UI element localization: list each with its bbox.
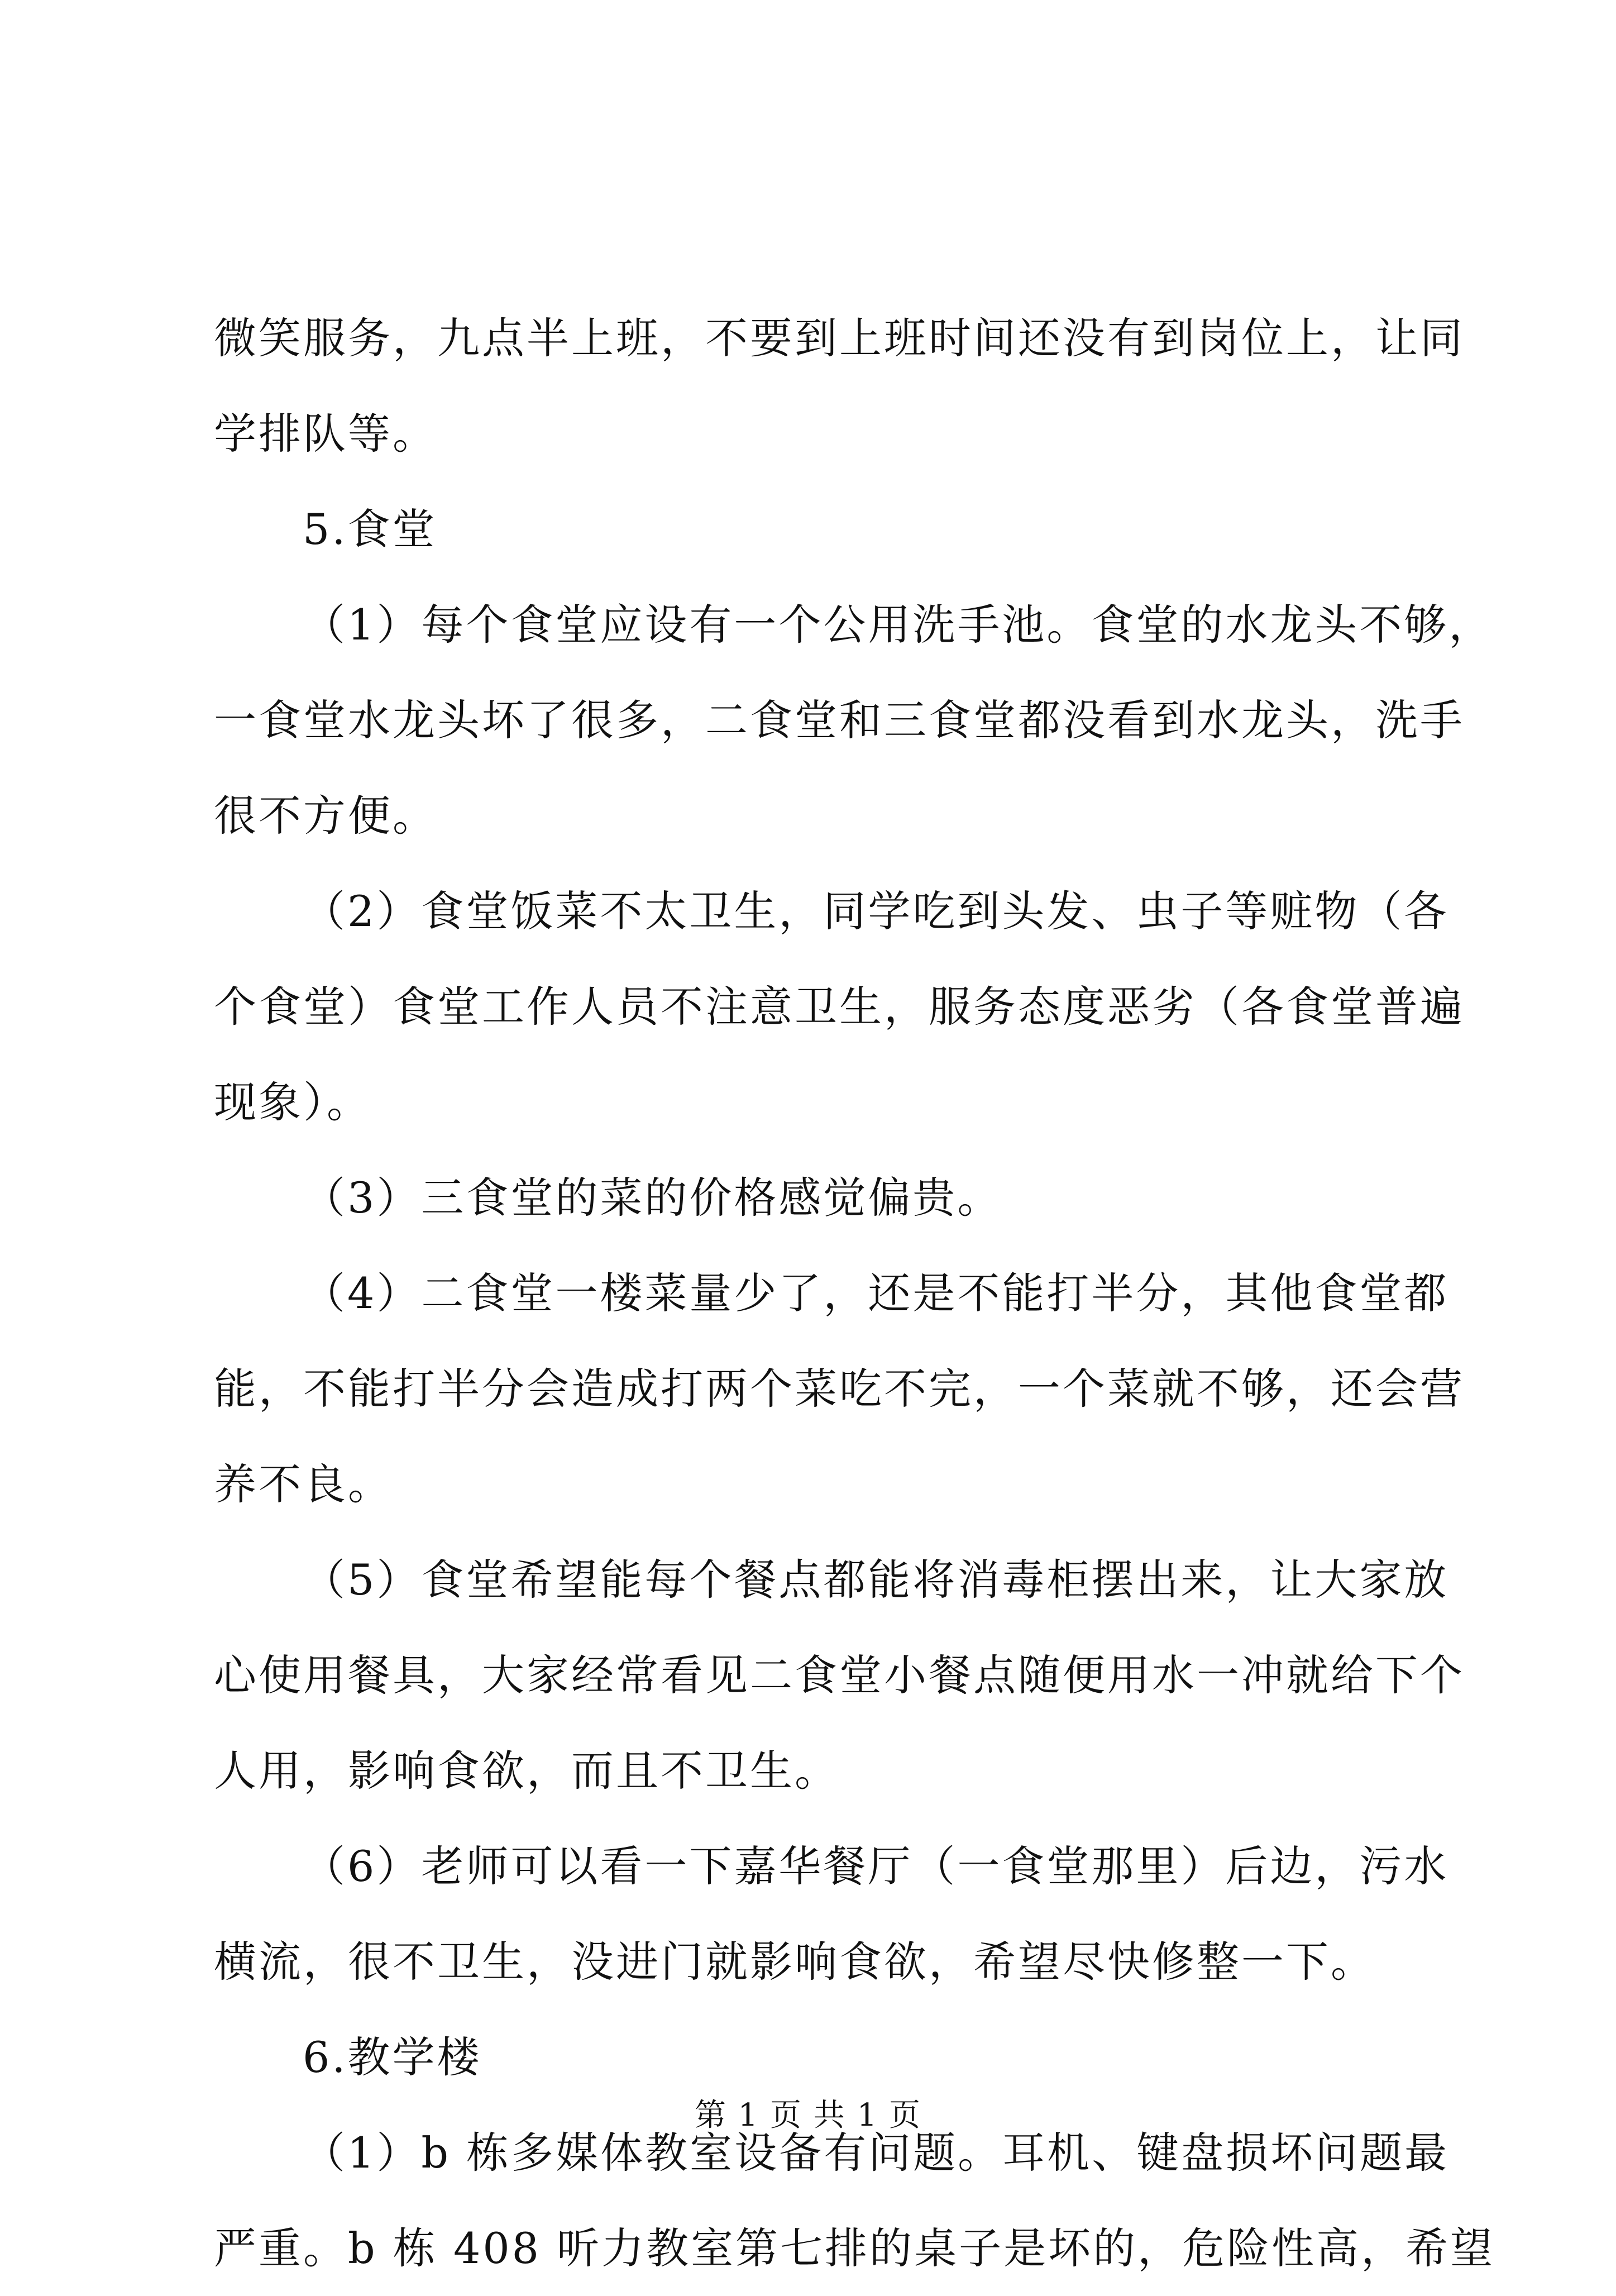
- text-line: 能，不能打半分会造成打两个菜吃不完，一个菜就不够，还会营: [214, 1364, 1465, 1414]
- text-line: 严重。b 栋 408 听力教室第七排的桌子是坏的，危险性高，希望: [214, 2223, 1495, 2273]
- text-line: 现象）。: [214, 1077, 371, 1127]
- text-line: 人用，影响食欲，而且不卫生。: [214, 1746, 839, 1796]
- text-line: 很不方便。: [214, 791, 437, 841]
- text-line: 学排队等。: [214, 409, 437, 459]
- text-line: 6.教学楼: [303, 2032, 482, 2082]
- text-line: （4）二食堂一楼菜量少了，还是不能打半分，其他食堂都: [303, 1268, 1449, 1318]
- body-text: [214, 290, 1495, 2296]
- text-line: 心使用餐具，大家经常看见二食堂小餐点随便用水一冲就给下个: [214, 1650, 1465, 1700]
- text-line: （5）食堂希望能每个餐点都能将消毒柜摆出来，让大家放: [303, 1555, 1449, 1605]
- text-line: 5.食堂: [303, 504, 437, 554]
- text-line: （2）食堂饭菜不太卫生，同学吃到头发、虫子等赃物（各: [303, 886, 1449, 936]
- text-line: 养不良。: [214, 1459, 393, 1509]
- text-line: 一食堂水龙头坏了很多，二食堂和三食堂都没看到水龙头，洗手: [214, 695, 1465, 745]
- page-number-footer: 第 1 页 共 1 页: [694, 2097, 922, 2133]
- text-line: 横流，很不卫生，没进门就影响食欲，希望尽快修整一下。: [214, 1937, 1375, 1987]
- text-line: （3）三食堂的菜的价格感觉偏贵。: [303, 1173, 1002, 1223]
- text-line: 个食堂）食堂工作人员不注意卫生，服务态度恶劣（各食堂普遍: [214, 982, 1465, 1032]
- text-line: （1）每个食堂应设有一个公用洗手池。食堂的水龙头不够，: [303, 600, 1494, 650]
- text-line: （1）b 栋多媒体教室设备有问题。耳机、键盘损坏问题最: [303, 2128, 1450, 2178]
- text-line: （6）老师可以看一下嘉华餐厅（一食堂那里）后边，污水: [303, 1841, 1449, 1891]
- text-line: 微笑服务，九点半上班，不要到上班时间还没有到岗位上，让同: [214, 313, 1465, 363]
